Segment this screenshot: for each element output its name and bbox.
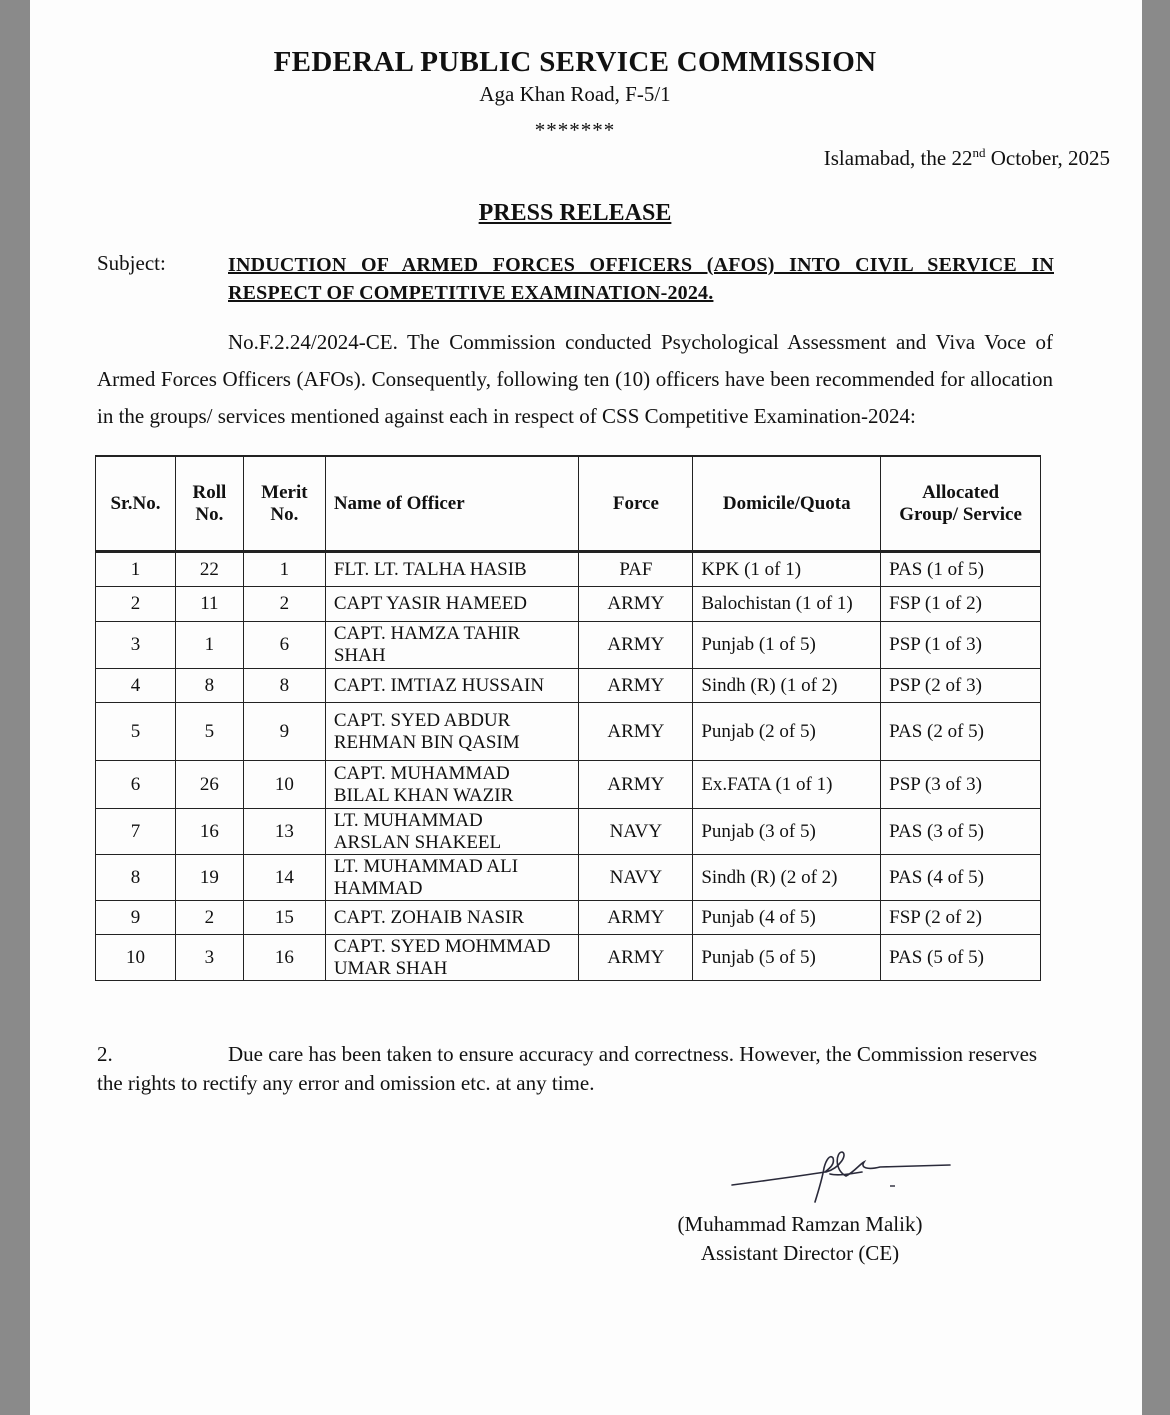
cell-merit: 1: [243, 552, 325, 587]
signatory-block: [650, 1210, 950, 1268]
cell-sr: 8: [96, 855, 176, 901]
cell-domicile: KPK (1 of 1): [693, 552, 881, 587]
cell-force: ARMY: [579, 587, 693, 622]
cell-service: PSP (3 of 3): [881, 761, 1041, 809]
cell-force: ARMY: [579, 901, 693, 935]
cell-service: FSP (1 of 2): [881, 587, 1041, 622]
table-row: [96, 855, 1041, 901]
header-sr: Sr.No.: [96, 456, 176, 552]
cell-roll: 8: [175, 669, 243, 703]
table-row: [96, 901, 1041, 935]
header-roll: Roll No.: [175, 456, 243, 552]
cell-roll: 2: [175, 901, 243, 935]
cell-roll: 3: [175, 935, 243, 981]
cell-roll: 22: [175, 552, 243, 587]
cell-roll: 19: [175, 855, 243, 901]
table-row: [96, 669, 1041, 703]
cell-roll: 5: [175, 703, 243, 761]
cell-roll: 16: [175, 809, 243, 855]
cell-sr: 5: [96, 703, 176, 761]
table-row: [96, 761, 1041, 809]
cell-service: PSP (2 of 3): [881, 669, 1041, 703]
table-row: [96, 622, 1041, 669]
cell-service: PAS (2 of 5): [881, 703, 1041, 761]
cell-service: PAS (5 of 5): [881, 935, 1041, 981]
cell-force: ARMY: [579, 935, 693, 981]
document-title: PRESS RELEASE: [478, 200, 672, 226]
cell-officer-name: CAPT YASIR HAMEED: [325, 587, 579, 622]
table-row: [96, 587, 1041, 622]
organization-address: Aga Khan Road, F-5/1: [479, 82, 671, 106]
subject-text: INDUCTION OF ARMED FORCES OFFICERS (AFOS) INTO CIVIL SERVICE IN RESPECT OF COMPETITIVE EXAMINATION-2024.: [228, 254, 1054, 304]
header-name: Name of Officer: [325, 456, 579, 552]
cell-force: ARMY: [579, 669, 693, 703]
cell-merit: 10: [243, 761, 325, 809]
signature: [730, 1150, 960, 1205]
cell-merit: 8: [243, 669, 325, 703]
cell-sr: 10: [96, 935, 176, 981]
cell-merit: 13: [243, 809, 325, 855]
cell-service: FSP (2 of 2): [881, 901, 1041, 935]
cell-officer-name: CAPT. SYED MOHMMAD UMAR SHAH: [325, 935, 579, 981]
cell-sr: 7: [96, 809, 176, 855]
cell-domicile: Punjab (1 of 5): [693, 622, 881, 669]
cell-officer-name: FLT. LT. TALHA HASIB: [325, 552, 579, 587]
cell-sr: 3: [96, 622, 176, 669]
cell-sr: 9: [96, 901, 176, 935]
cell-domicile: Punjab (3 of 5): [693, 809, 881, 855]
cell-merit: 15: [243, 901, 325, 935]
cell-roll: 11: [175, 587, 243, 622]
separator: *******: [534, 118, 616, 142]
cell-force: ARMY: [579, 761, 693, 809]
header-allocated: Allocated Group/ Service: [881, 456, 1041, 552]
table-header-row: [96, 456, 1041, 552]
cell-merit: 14: [243, 855, 325, 901]
cell-force: PAF: [579, 552, 693, 587]
cell-officer-name: CAPT. MUHAMMAD BILAL KHAN WAZIR: [325, 761, 579, 809]
cell-sr: 2: [96, 587, 176, 622]
closing-paragraph: [97, 1040, 1057, 1098]
cell-service: PAS (3 of 5): [881, 809, 1041, 855]
cell-force: ARMY: [579, 703, 693, 761]
cell-officer-name: LT. MUHAMMAD ARSLAN SHAKEEL: [325, 809, 579, 855]
table-row: [96, 552, 1041, 587]
cell-domicile: Punjab (2 of 5): [693, 703, 881, 761]
cell-domicile: Sindh (R) (1 of 2): [693, 669, 881, 703]
cell-merit: 16: [243, 935, 325, 981]
signatory-designation: Assistant Director (CE): [700, 1241, 900, 1265]
table-row: [96, 809, 1041, 855]
cell-officer-name: CAPT. IMTIAZ HUSSAIN: [325, 669, 579, 703]
cell-service: PAS (1 of 5): [881, 552, 1041, 587]
cell-merit: 2: [243, 587, 325, 622]
issue-date: Islamabad, the 22nd October, 2025: [823, 145, 1110, 170]
cell-officer-name: CAPT. HAMZA TAHIR SHAH: [325, 622, 579, 669]
signatory-name: (Muhammad Ramzan Malik): [677, 1212, 923, 1236]
cell-force: NAVY: [579, 809, 693, 855]
cell-officer-name: CAPT. ZOHAIB NASIR: [325, 901, 579, 935]
table-row: [96, 935, 1041, 981]
cell-officer-name: LT. MUHAMMAD ALI HAMMAD: [325, 855, 579, 901]
table-row: [96, 703, 1041, 761]
cell-roll: 26: [175, 761, 243, 809]
intro-paragraph: No.F.2.24/2024-CE. The Commission conducted Psychological Assessment and Viva Voce of Armed Forces Officers (AFOs). Consequently, following ten (10) officers have been recommended for allocation in the groups/ services mentioned against each in respect of CSS Competitive Examination-2024:: [97, 330, 1053, 428]
cell-sr: 6: [96, 761, 176, 809]
cell-domicile: Ex.FATA (1 of 1): [693, 761, 881, 809]
closing-number: 2.: [97, 1042, 113, 1066]
cell-domicile: Punjab (4 of 5): [693, 901, 881, 935]
cell-service: PAS (4 of 5): [881, 855, 1041, 901]
cell-domicile: Punjab (5 of 5): [693, 935, 881, 981]
cell-merit: 6: [243, 622, 325, 669]
cell-officer-name: CAPT. SYED ABDUR REHMAN BIN QASIM: [325, 703, 579, 761]
cell-force: ARMY: [579, 622, 693, 669]
closing-text: Due care has been taken to ensure accuracy and correctness. However, the Commission reserves the rights to rectify any error and omission etc. at any time.: [97, 1042, 1038, 1095]
cell-merit: 9: [243, 703, 325, 761]
cell-roll: 1: [175, 622, 243, 669]
cell-service: PSP (1 of 3): [881, 622, 1041, 669]
officers-table: [95, 455, 1041, 981]
subject-label: Subject:: [97, 251, 166, 275]
cell-domicile: Sindh (R) (2 of 2): [693, 855, 881, 901]
organization-name: FEDERAL PUBLIC SERVICE COMMISSION: [273, 46, 877, 78]
header-force: Force: [579, 456, 693, 552]
cell-force: NAVY: [579, 855, 693, 901]
header-merit: Merit No.: [243, 456, 325, 552]
cell-domicile: Balochistan (1 of 1): [693, 587, 881, 622]
cell-sr: 4: [96, 669, 176, 703]
header-domicile: Domicile/Quota: [693, 456, 881, 552]
cell-sr: 1: [96, 552, 176, 587]
